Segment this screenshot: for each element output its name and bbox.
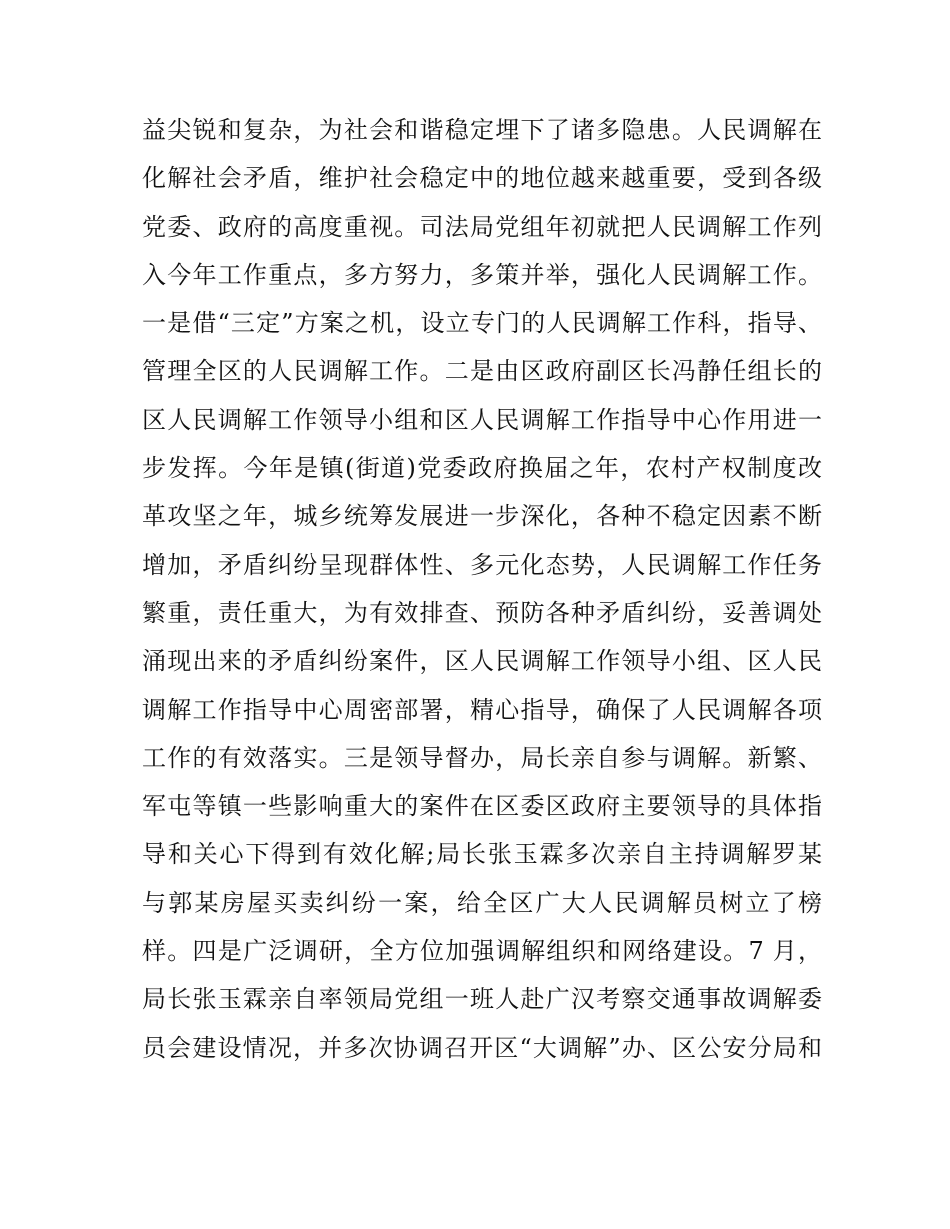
- text-line: 益尖锐和复杂，为社会和谐稳定埋下了诸多隐患。人民调解在: [142, 116, 822, 144]
- text-line: 一是借“三定”方案之机，设立专门的人民调解工作科，指导、: [142, 309, 822, 338]
- text-line: 革攻坚之年，城乡统筹发展进一步深化，各种不稳定因素不断: [142, 502, 822, 531]
- text-line: 导和关心下得到有效化解;局长张玉霖多次亲自主持调解罗某: [142, 840, 822, 869]
- text-line: 步发挥。今年是镇(街道)党委政府换届之年，农村产权制度改: [142, 454, 822, 483]
- text-line: 管理全区的人民调解工作。二是由区政府副区长冯静任组长的: [142, 357, 822, 386]
- text-line: 区人民调解工作领导小组和区人民调解工作指导中心作用进一: [142, 405, 822, 434]
- text-line: 工作的有效落实。三是领导督办，局长亲自参与调解。新繁、: [142, 743, 822, 772]
- text-line: 员会建设情况，并多次协调召开区“大调解”办、区公安分局和: [142, 1033, 822, 1062]
- body-text: [142, 106, 822, 1072]
- text-line: 局长张玉霖亲自率领局党组一班人赴广汉考察交通事故调解委: [142, 985, 822, 1014]
- text-line: 样。四是广泛调研，全方位加强调解组织和网络建设。7 月，: [142, 937, 822, 966]
- text-line: 与郭某房屋买卖纠纷一案，给全区广大人民调解员树立了榜: [142, 888, 822, 917]
- text-line: 调解工作指导中心周密部署，精心指导，确保了人民调解各项: [142, 695, 822, 724]
- text-line: 涌现出来的矛盾纠纷案件，区人民调解工作领导小组、区人民: [142, 647, 822, 676]
- text-line: 繁重，责任重大，为有效排查、预防各种矛盾纠纷，妥善调处: [142, 598, 822, 627]
- text-line: 化解社会矛盾，维护社会稳定中的地位越来越重要，受到各级: [142, 164, 822, 193]
- text-line: 入今年工作重点，多方努力，多策并举，强化人民调解工作。: [142, 260, 822, 289]
- text-line: 军屯等镇一些影响重大的案件在区委区政府主要领导的具体指: [142, 792, 822, 821]
- text-line: 党委、政府的高度重视。司法局党组年初就把人民调解工作列: [142, 212, 822, 241]
- text-line: 增加，矛盾纠纷呈现群体性、多元化态势，人民调解工作任务: [142, 550, 822, 579]
